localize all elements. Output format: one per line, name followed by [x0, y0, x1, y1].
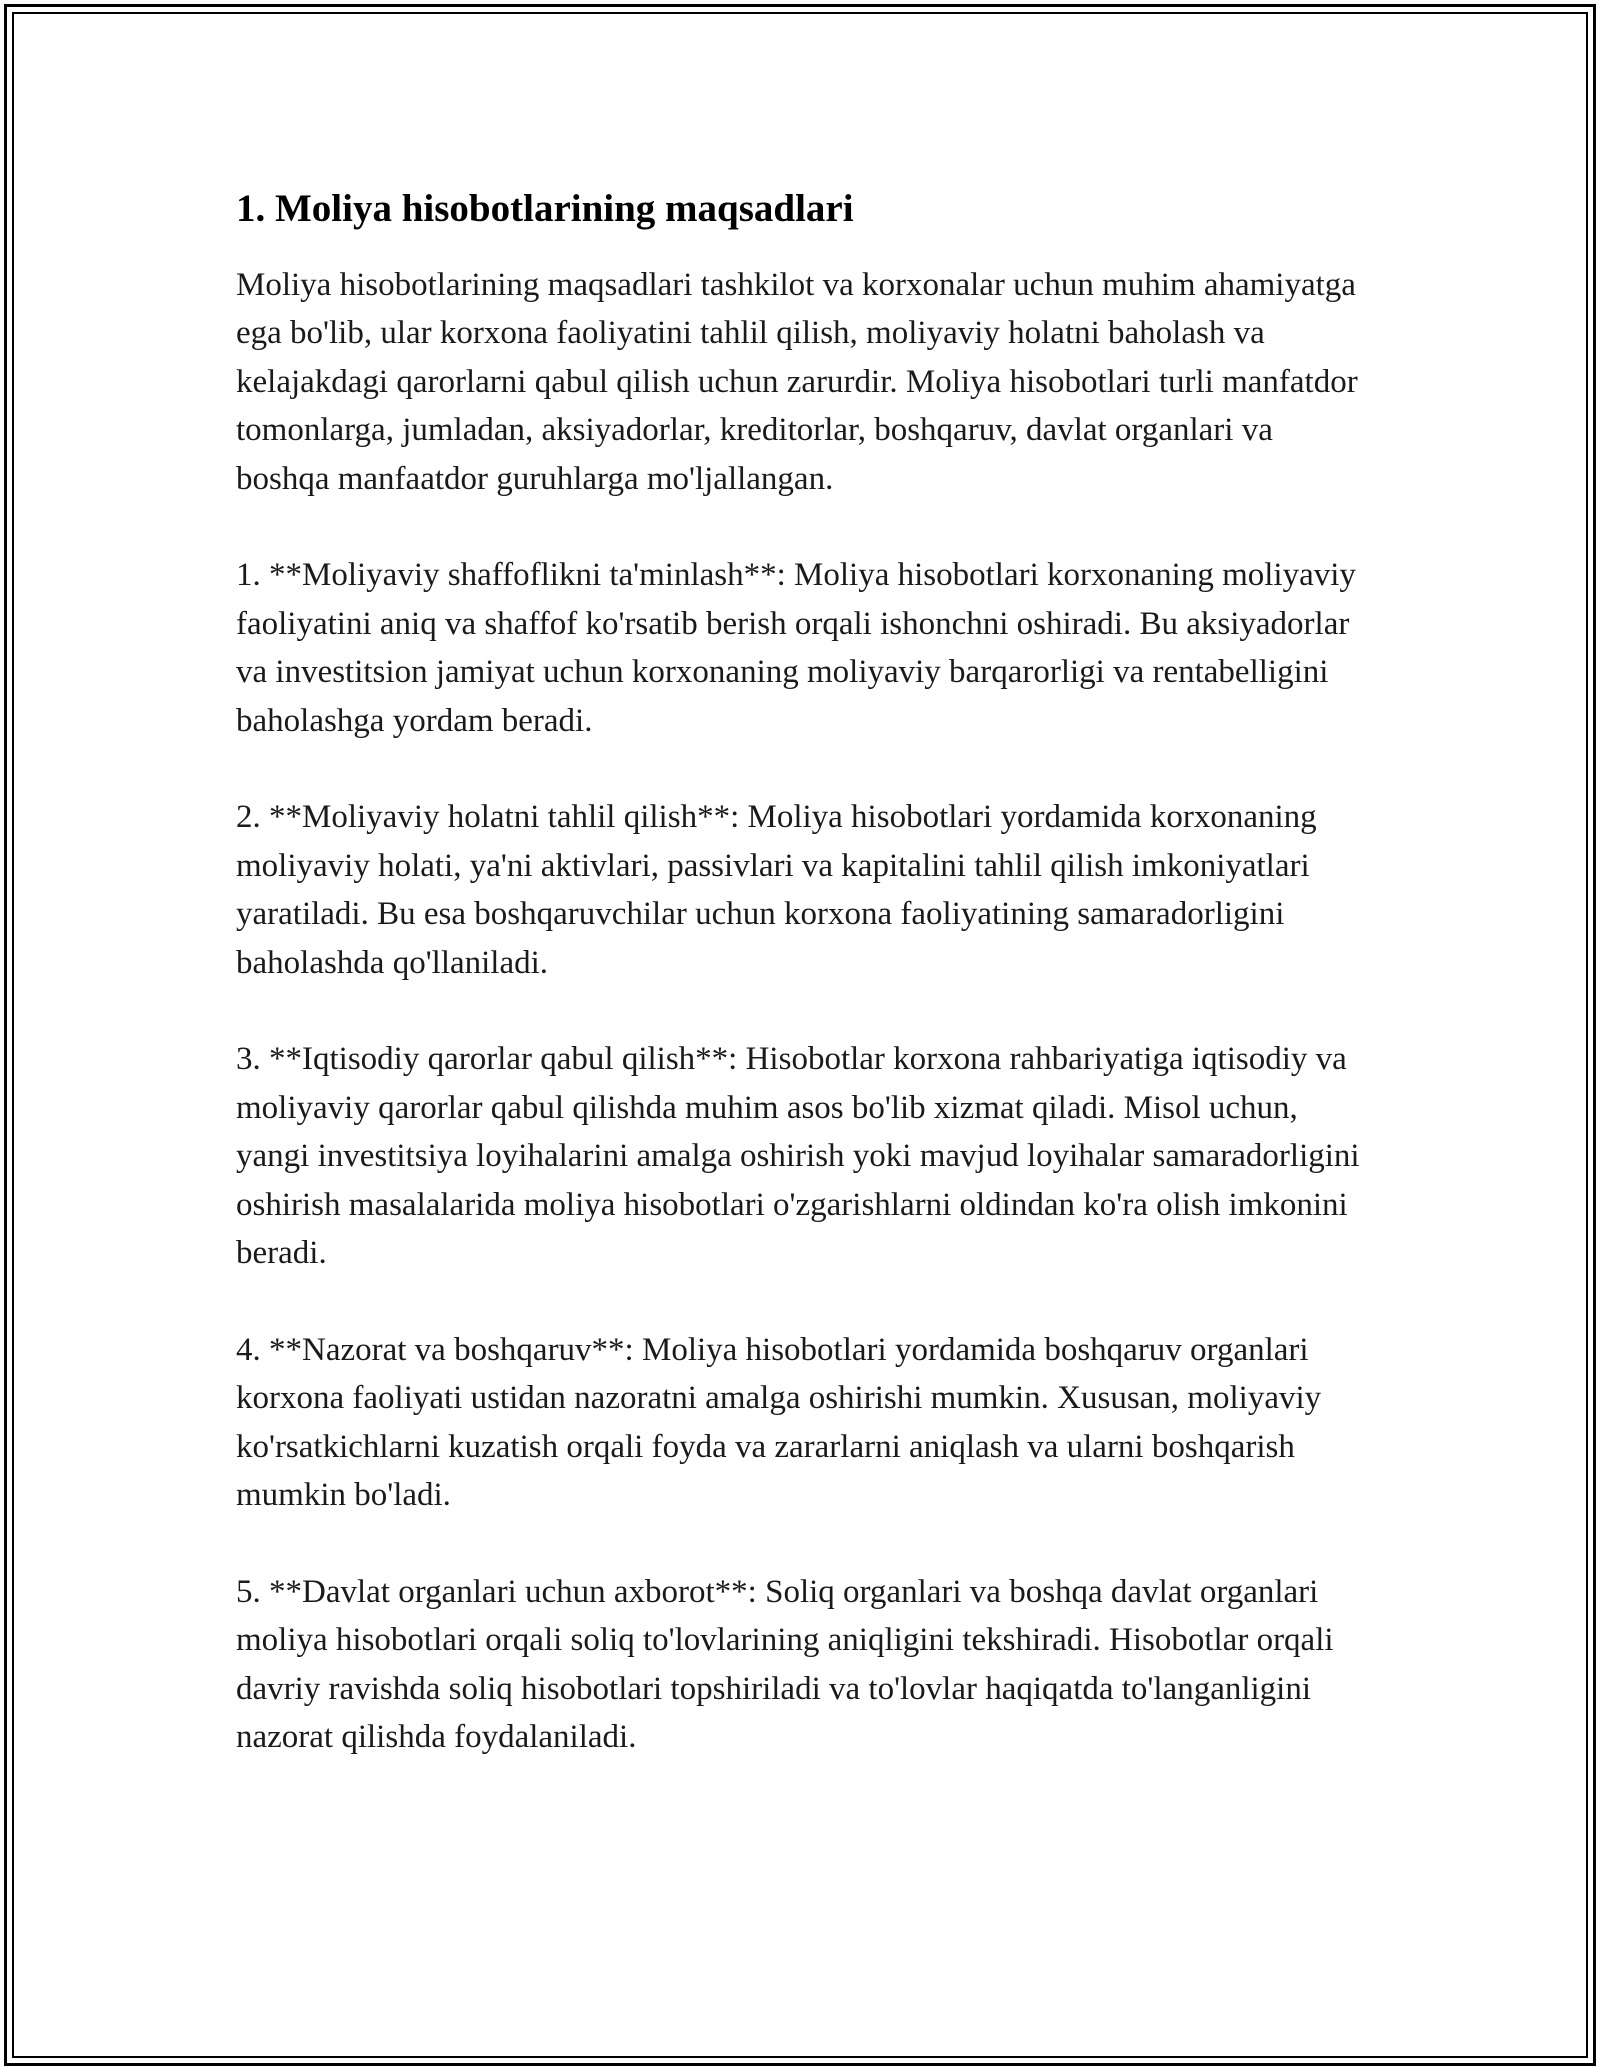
document-body: [236, 186, 1366, 1810]
section-heading: 1. Moliya hisobotlarining maqsadlari: [236, 187, 854, 230]
list-item-3-paragraph: 3. **Iqtisodiy qarorlar qabul qilish**: Hisobotlar korxona rahbariyatiga iqtisodiy va moliyaviy qarorlar qabul qilishda muhim asos bo'lib xizmat qiladi. Misol uchun, yangi investitsiya loyihalarini amalga oshirish yoki mavjud loyihalar samaradorligini oshirish masalalarida moliya hisobotlari o'zgarishlarni oldindan ko'ra olish imkonini beradi.: [236, 1041, 1360, 1272]
intro-paragraph: Moliya hisobotlarining maqsadlari tashkilot va korxonalar uchun muhim ahamiyatga ega bo'lib, ular korxona faoliyatini tahlil qilish, moliyaviy holatni baholash va kelajakdagi qarorlarni qabul qilish uchun zarurdir. Moliya hisobotlari turli manfatdor tomonlarga, jumladan, aksiyadorlar, kreditorlar, boshqaruv, davlat organlari va boshqa manfaatdor guruhlarga mo'ljallangan.: [236, 266, 1358, 497]
list-item-4-paragraph: 4. **Nazorat va boshqaruv**: Moliya hisobotlari yordamida boshqaruv organlari korxona faoliyati ustidan nazoratni amalga oshirishi mumkin. Xususan, moliyaviy ko'rsatkichlarni kuzatish orqali foyda va zararlarni aniqlash va ularni boshqarish mumkin bo'ladi.: [236, 1331, 1322, 1514]
list-item-2-paragraph: 2. **Moliyaviy holatni tahlil qilish**: Moliya hisobotlari yordamida korxonaning moliyaviy holati, ya'ni aktivlari, passivlari va kapitalini tahlil qilish imkoniyatlari yaratiladi. Bu esa boshqaruvchilar uchun korxona faoliyatining samaradorligini baholashda qo'llaniladi.: [236, 799, 1317, 981]
list-item-5-paragraph: 5. **Davlat organlari uchun axborot**: Soliq organlari va boshqa davlat organlari moliya hisobotlari orqali soliq to'lovlarining aniqligini tekshiradi. Hisobotlar orqali davriy ravishda soliq hisobotlari topshiriladi va to'lovlar haqiqatda to'langanligini nazorat qilishda foydalaniladi.: [236, 1573, 1334, 1756]
list-item-1-paragraph: 1. **Moliyaviy shaffoflikni ta'minlash**: Moliya hisobotlari korxonaning moliyaviy faoliyatini aniq va shaffof ko'rsatib berish orqali ishonchni oshiradi. Bu aksiyadorlar va investitsion jamiyat uchun korxonaning moliyaviy barqarorligi va rentabelligini baholashga yordam beradi.: [236, 557, 1356, 739]
